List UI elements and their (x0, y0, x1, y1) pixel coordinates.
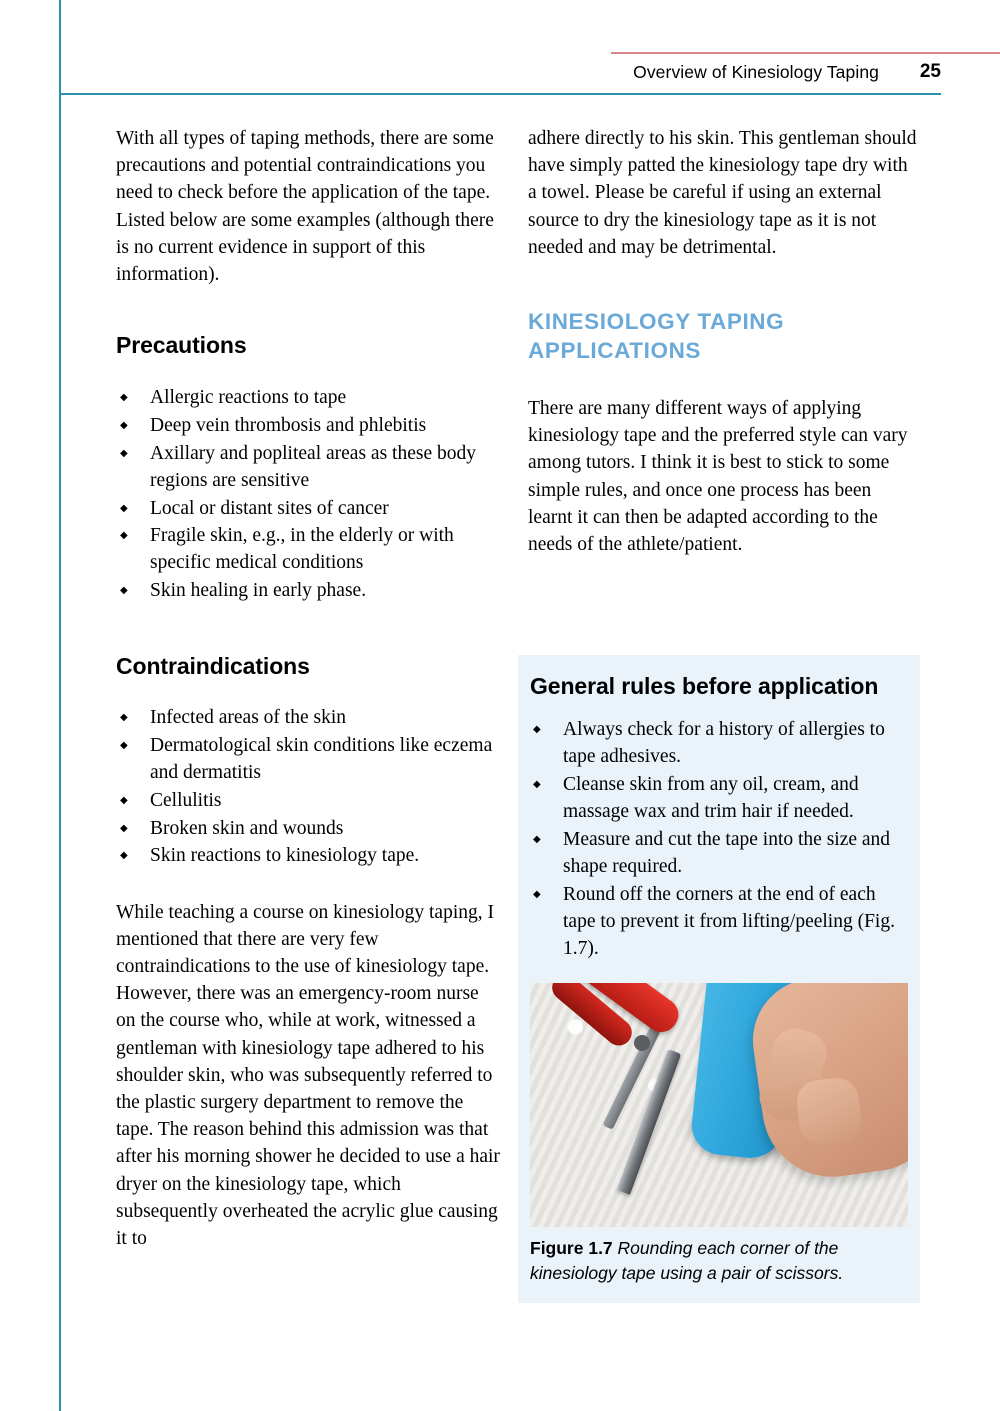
list-item: ◆ Axillary and popliteal areas as these body regions are sensitive (116, 440, 501, 494)
section-paragraph: There are many different ways of applying kinesiology tape and the preferred style can vary among tutors. I think it is best to stick to some simple rules, and once one process has been learnt it can then be adapted according to the needs of the athlete/patient. (528, 398, 908, 556)
header-rule-pink (611, 52, 1000, 54)
page-left-rule (59, 0, 61, 1411)
continuation-paragraph: adhere directly to his skin. This gentleman should have simply patted the kinesiology tape dry with a towel. Please be careful if using an external source to dry the kinesiology tape as it is not needed and may be detrimental. (528, 128, 917, 258)
header-rule-teal (61, 93, 941, 95)
figure-label: Figure 1.7 (530, 1238, 613, 1258)
list-item: ◆ Round off the corners at the end of each tape to prevent it from lifting/peeling (Fig. 1.7). (530, 881, 906, 963)
list-item: ◆ Local or distant sites of cancer (116, 495, 501, 522)
list-item: ◆ Infected areas of the skin (116, 704, 501, 731)
list-item: ◆ Dermatological skin conditions like eczema and dermatitis (116, 732, 501, 786)
contraindications-heading: Contraindications (116, 653, 310, 680)
figure-image-scissors-tape (530, 983, 908, 1227)
list-item: ◆ Fragile skin, e.g., in the elderly or with specific medical conditions (116, 522, 501, 576)
running-title: Overview of Kinesiology Taping (633, 62, 879, 82)
contraindications-list (116, 704, 501, 869)
finger (795, 1076, 863, 1146)
page-header (61, 52, 941, 94)
list-item: ◆ Skin healing in early phase. (116, 577, 501, 604)
intro-paragraph: With all types of taping methods, there are some precautions and potential contraindications you need to check before the application of the tape. Listed below are some examples (although there is no current evidence in support of this information). (116, 128, 494, 286)
list-item: ◆ Cellulitis (116, 787, 501, 814)
left-column (116, 125, 501, 1252)
list-item: ◆ Cleanse skin from any oil, cream, and massage wax and trim hair if needed. (530, 771, 906, 825)
page-number: 25 (919, 61, 941, 82)
scissors-pivot (634, 1035, 650, 1051)
section-heading-kinesiology-taping-applications: KINESIOLOGY TAPING APPLICATIONS (528, 309, 785, 364)
figure-caption-text: Rounding each corner of the kinesiology tape using a pair of scissors. (530, 1238, 844, 1283)
list-item: ◆ Always check for a history of allergies to tape adhesives. (530, 716, 906, 770)
precautions-heading: Precautions (116, 332, 247, 359)
list-item: ◆ Skin reactions to kinesiology tape. (116, 842, 501, 869)
figure-caption (530, 1236, 902, 1286)
list-item: ◆ Measure and cut the tape into the size and shape required. (530, 826, 906, 880)
list-item: ◆ Allergic reactions to tape (116, 384, 501, 411)
callout-list (518, 700, 920, 962)
story-paragraph: While teaching a course on kinesiology taping, I mentioned that there are very few contraindications to the use of kinesiology tape. However, there was an emergency-room nurse on the course who, while at work, witnessed a gentleman with kinesiology tape adhered to his shoulder skin, who was subsequently referred to the plastic surgery department to remove the tape. The reason behind this admission was that after his morning shower he decided to use a hair dryer on the kinesiology tape, which subsequently overheated the acrylic glue causing it to (116, 901, 500, 1249)
list-item: ◆ Broken skin and wounds (116, 815, 501, 842)
list-item: ◆ Deep vein thrombosis and phlebitis (116, 412, 501, 439)
precautions-list (116, 384, 501, 604)
callout-heading: General rules before application (530, 673, 879, 699)
right-column (528, 125, 920, 558)
